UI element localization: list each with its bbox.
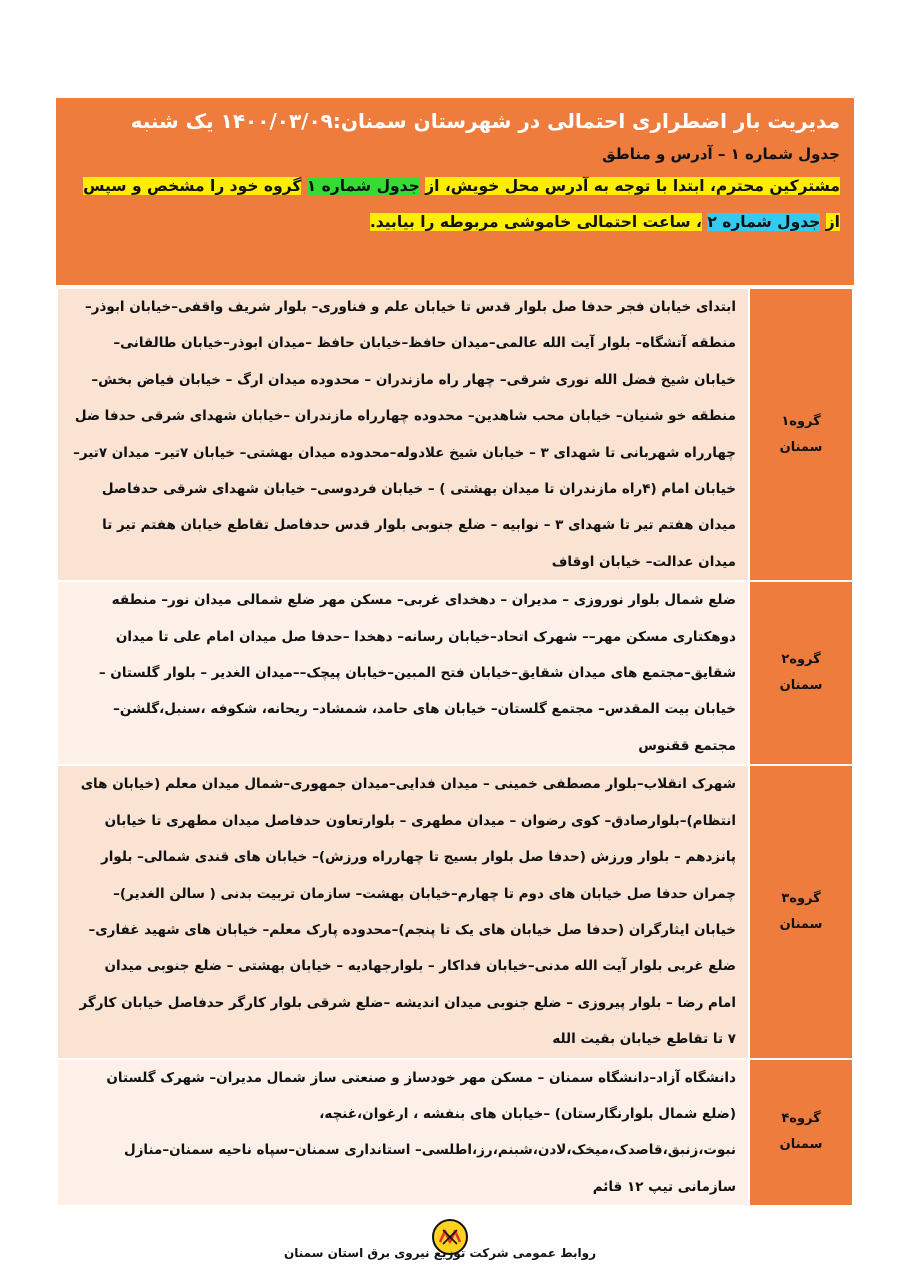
- group-number: گروه۳: [781, 890, 821, 906]
- table-subtitle: جدول شماره ۱ – آدرس و مناطق: [602, 145, 840, 163]
- page-title: مدیریت بار اضطراری احتمالی در شهرستان سمنان:۱۴۰۰/۰۳/۰۹ یک شنبه: [130, 109, 840, 133]
- notice-table1-highlight: جدول شماره ۱: [306, 177, 420, 195]
- group-areas: ابتدای خیابان فجر حدفا صل بلوار قدس تا خیابان علم و فناوری– بلوار شریف واقفی–خیابان ابوذر–منطقه آتشگاه– بلوار آیت الله عالمی–میدان حافظ–خیابان حافظ –میدان ابوذر–خیابان طالقانی–خیابان شیخ فضل الله نوری شرقی– چهار راه مازندران – محدوده میدان ارگ – خیابان فیاض بخش– منطقه خو شنیان– خیابان محب شاهدین– محدوده چهارراه مازندران –خیابان شهدای شرقی حدفا ضل چهارراه شهربانی تا شهدای ۳ – خیابان شیخ علادوله–محدوده میدان بهشتی– خیابان ۷تیر– میدان ۷تیر– خیابان امام (۴راه مازندران تا میدان بهشتی ) – خیابان فردوسی– خیابان شهدای شرقی حدفاصل میدان هفتم تیر تا شهدای ۳ – نوابیه – ضلع جنوبی بلوار قدس حدفاصل تقاطع خیابان هفتم تیر تا میدان عدالت– خیابان اوقاف: [57, 288, 749, 581]
- notice-part-3: گروه خود را مشخص و سپس از: [83, 177, 840, 231]
- footer-credit: روابط عمومی شرکت توزیع نیروی برق استان سمنان: [283, 1246, 597, 1260]
- group-number: گروه۲: [781, 652, 821, 668]
- header-banner: [56, 98, 854, 285]
- group-city: سمنان: [779, 678, 823, 694]
- notice-table2-highlight: جدول شماره ۲: [707, 213, 821, 231]
- group-label: [749, 288, 853, 581]
- group-city: سمنان: [779, 1137, 823, 1153]
- group-areas: دانشگاه آزاد–دانشگاه سمنان – مسکن مهر خودساز و صنعتی ساز شمال مدیران– شهرک گلستان (ضلع شمال بلوارنگارستان) –خیابان های بنفشه ، ارغوان،غنچه، نبوت،زنبق،قاصدک،میخک،لادن،شبنم،رز،اطلسی– استانداری سمنان–سپاه ناحیه سمنان–منازل سازمانی تیپ ۱۲ قائم: [57, 1059, 749, 1207]
- table-row: [57, 288, 853, 581]
- group-label: [749, 765, 853, 1058]
- group-label: [749, 581, 853, 765]
- notice-part-1: مشترکین محترم، ابتدا با توجه به آدرس محل خویش، از: [425, 177, 840, 195]
- group-label: [749, 1059, 853, 1207]
- groups-table: [56, 287, 854, 1207]
- table-row: [57, 1059, 853, 1207]
- group-number: گروه۴: [781, 1111, 821, 1127]
- group-city: سمنان: [779, 916, 823, 932]
- group-city: سمنان: [779, 439, 823, 455]
- group-areas: ضلع شمال بلوار نوروزی – مدیران – دهخدای غربی– مسکن مهر ضلع شمالی میدان نور– منطقه دوهکتاری مسکن مهر–– شهرک اتحاد–خیابان رسانه– دهخدا –حدفا صل میدان امام علی تا میدان شقایق–مجتمع های میدان شقایق–خیابان فتح المبین–خیابان پیچک––میدان الغدیر – بلوار گلستان – خیابان بیت المقدس– مجتمع گلستان– خیابان های حامد، شمشاد– ریحانه، شکوفه ،سنبل،گلشن–مجتمع ققنوس: [57, 581, 749, 765]
- group-areas: شهرک انقلاب–بلوار مصطفی خمینی – میدان فدایی–میدان جمهوری–شمال میدان معلم (خیابان های انتظام)–بلوارصادق– کوی رضوان – میدان مطهری – بلوارتعاون حدفاصل میدان مطهری تا خیابان پانزدهم – بلوار ورزش (حدفا صل بلوار بسیج تا چهارراه ورزش)– خیابان های قندی شمالی– بلوار چمران حدفا صل خیابان های دوم تا چهارم–خیابان بهشت– سازمان تربیت بدنی ( سالن الغدیر)–خیابان ایثارگران (حدفا صل خیابان های یک تا پنجم)–محدوده پارک معلم– خیابان های شهید غفاری– ضلع غربی بلوار آیت الله مدنی–خیابان فداکار – بلوارجهادیه – خیابان بهشتی – ضلع جنوبی میدان امام رضا – بلوار پیروزی – ضلع جنوبی میدان اندیشه –ضلع شرقی بلوار کارگر حدفاصل خیابان کارگر ۷ تا تقاطع خیابان بقیت الله: [57, 765, 749, 1058]
- table-row: [57, 581, 853, 765]
- table-row: [57, 765, 853, 1058]
- customer-notice: [70, 168, 840, 240]
- group-number: گروه۱: [781, 413, 821, 429]
- notice-part-5: ، ساعت احتمالی خاموشی مربوطه را بیابید.: [369, 213, 702, 231]
